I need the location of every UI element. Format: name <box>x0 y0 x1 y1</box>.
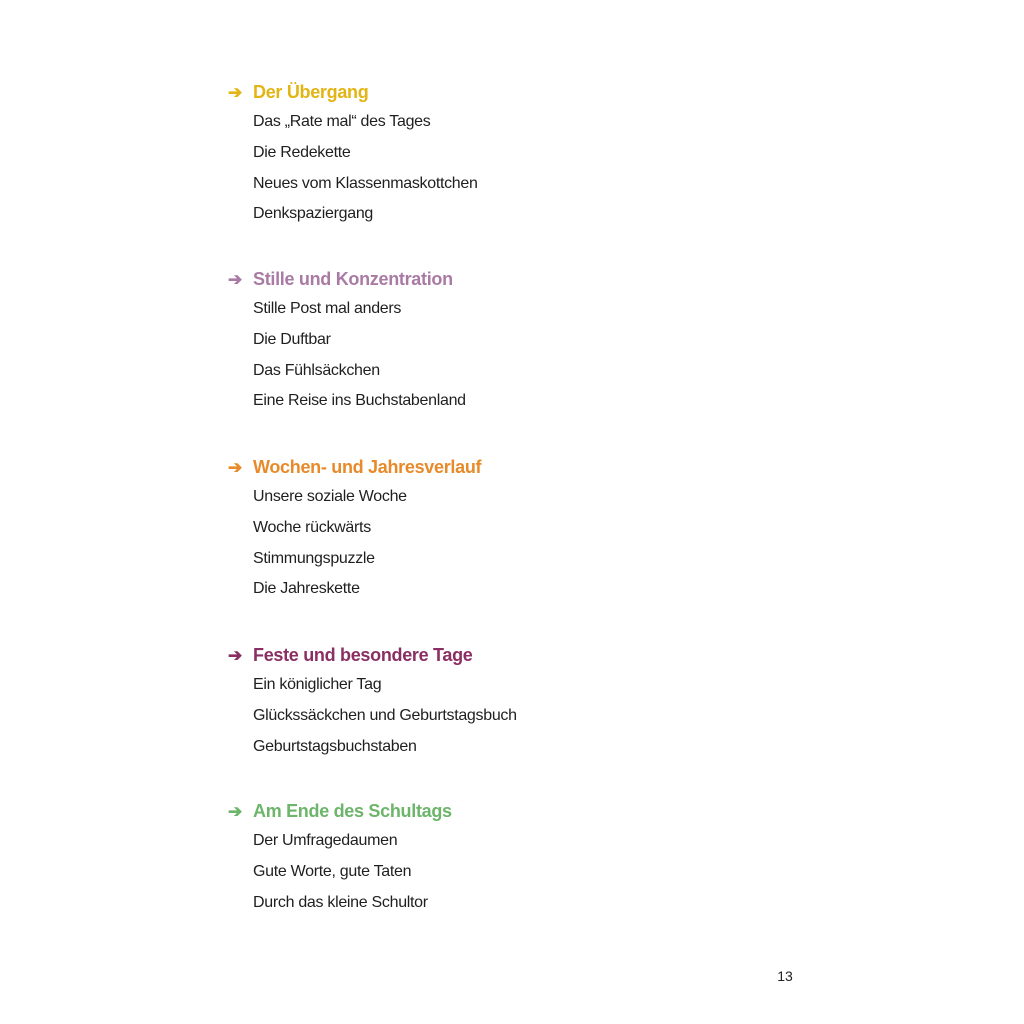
item-list <box>228 670 788 762</box>
list-item: Die Redekette <box>253 143 351 161</box>
arrow-right-icon: ➔ <box>228 269 242 289</box>
list-item: Geburtstagsbuchstaben <box>253 737 417 755</box>
list-item: Denkspaziergang <box>253 205 374 223</box>
section-heading <box>228 640 788 670</box>
list-item: Gute Worte, gute Taten <box>253 862 412 880</box>
list-item: Unsere soziale Woche <box>253 488 407 505</box>
item-list <box>228 294 788 417</box>
section-heading <box>228 77 788 107</box>
section-am-ende-des-schultags <box>228 796 788 918</box>
section-title: Wochen- und Jahresverlauf <box>253 456 482 477</box>
section-wochen-und-jahresverlauf <box>228 452 788 605</box>
list-item: Der Umfragedaumen <box>253 832 398 849</box>
section-heading <box>228 264 788 294</box>
item-list <box>228 107 788 230</box>
list-item: Glückssäckchen und Geburtstagsbuch <box>253 706 517 724</box>
list-item: Eine Reise ins Buchstabenland <box>253 392 466 410</box>
section-stille-und-konzentration <box>228 264 788 417</box>
list-item: Die Duftbar <box>253 330 331 348</box>
section-title: Stille und Konzentration <box>253 268 453 289</box>
section-title: Der Übergang <box>253 81 369 102</box>
section-der-uebergang <box>228 77 788 230</box>
section-heading <box>228 796 788 826</box>
list-item: Durch das kleine Schultor <box>253 893 428 911</box>
section-feste-und-besondere-tage <box>228 640 788 762</box>
list-item: Neues vom Klassenmaskottchen <box>253 174 478 192</box>
section-heading <box>228 452 788 482</box>
arrow-right-icon: ➔ <box>228 645 242 665</box>
list-item: Stille Post mal anders <box>253 300 402 317</box>
page-number: 13 <box>777 968 793 984</box>
arrow-right-icon: ➔ <box>228 801 242 821</box>
item-list <box>228 826 788 918</box>
section-title: Feste und besondere Tage <box>253 644 473 665</box>
list-item: Die Jahreskette <box>253 580 360 598</box>
item-list <box>228 482 788 605</box>
list-item: Das „Rate mal“ des Tages <box>253 113 431 130</box>
list-item: Ein königlicher Tag <box>253 676 382 693</box>
list-item: Stimmungspuzzle <box>253 549 375 567</box>
arrow-right-icon: ➔ <box>228 82 242 102</box>
list-item: Woche rückwärts <box>253 518 371 536</box>
list-item: Das Fühlsäckchen <box>253 361 380 379</box>
section-title: Am Ende des Schultags <box>253 800 452 821</box>
arrow-right-icon: ➔ <box>228 457 242 477</box>
